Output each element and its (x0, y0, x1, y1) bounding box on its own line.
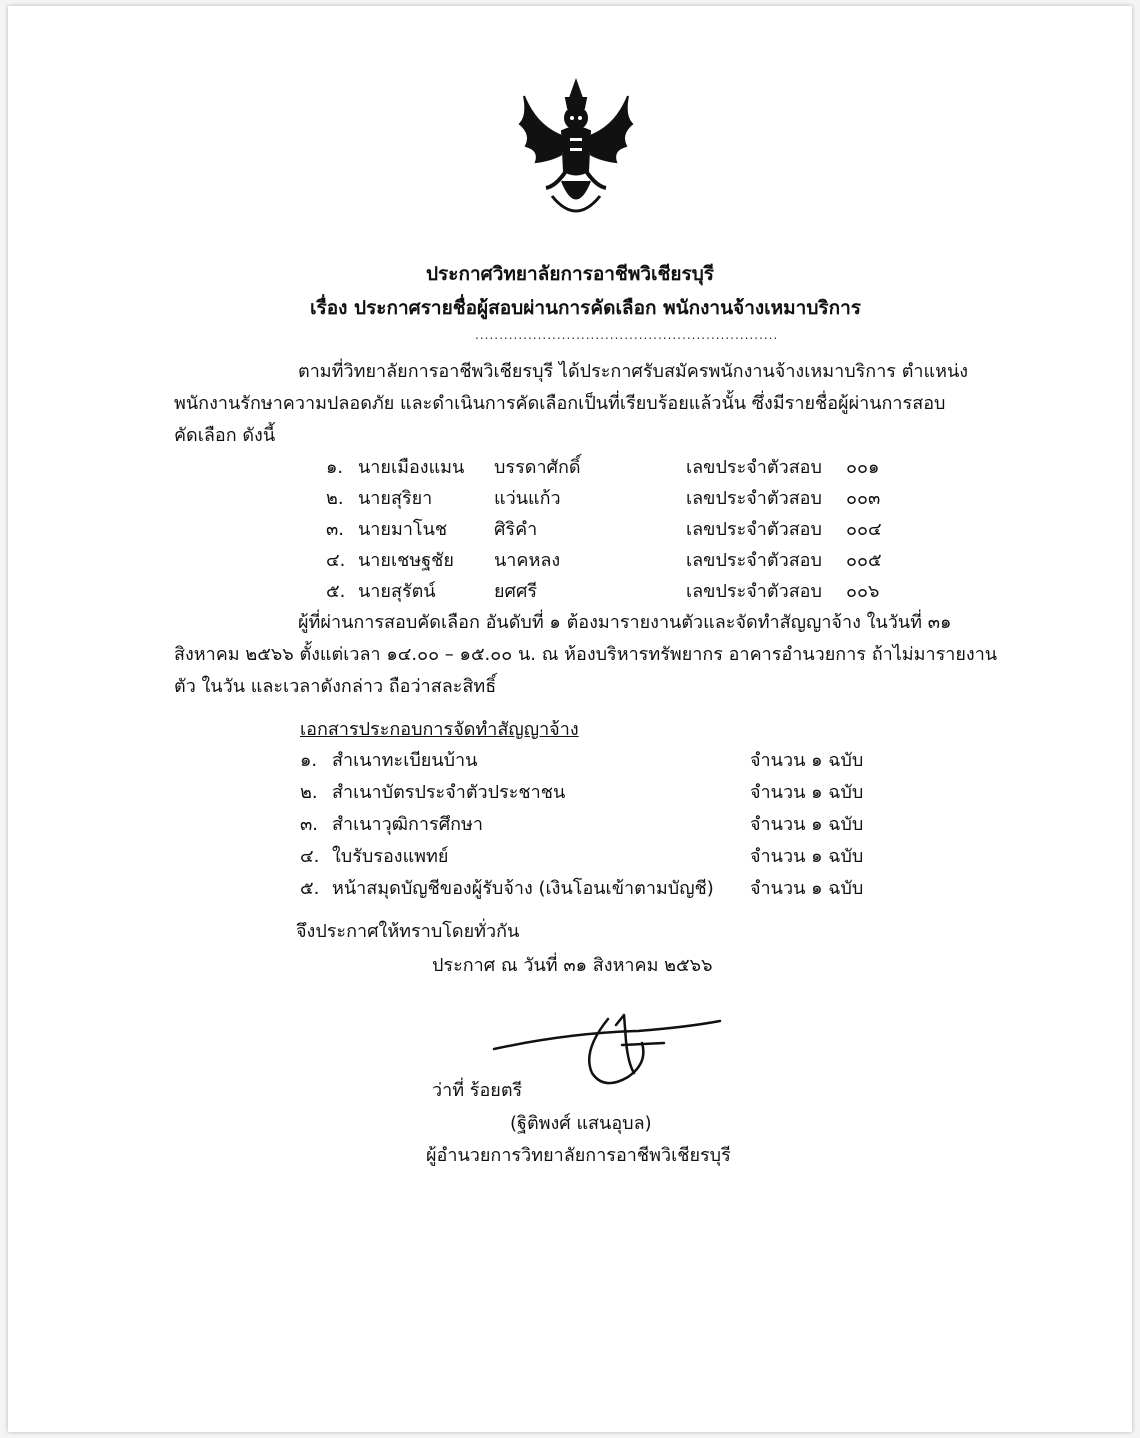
exam-id-value: ๐๐๕ (846, 550, 882, 571)
document-quantity: จำนวน ๑ ฉบับ (750, 846, 864, 867)
report-line-1: ผู้ที่ผ่านการสอบคัดเลือก อันดับที่ ๑ ต้องมารายงานตัวและจัดทำสัญญาจ้าง ในวันที่ ๓๑ (298, 612, 952, 633)
exam-id-value: ๐๐๖ (846, 581, 880, 602)
exam-id-label: เลขประจำตัวสอบ (686, 581, 822, 602)
candidate-last-name: ศิริคำ (494, 519, 538, 540)
candidate-last-name: แว่นแก้ว (494, 488, 561, 509)
intro-line-2: พนักงานรักษาความปลอดภัย และดำเนินการคัดเลือกเป็นที่เรียบร้อยแล้วนั้น ซึ่งมีรายชื่อผู้ผ่านการสอบ (174, 393, 946, 414)
signature-mark-icon (488, 1011, 728, 1091)
candidate-row (326, 456, 464, 480)
document-name: สำเนาบัตรประจำตัวประชาชน (332, 782, 566, 803)
document-quantity: จำนวน ๑ ฉบับ (750, 782, 864, 803)
candidate-number: ๕. (326, 581, 346, 602)
document-quantity: จำนวน ๑ ฉบับ (750, 878, 864, 899)
separator-dots: ............................................................... (475, 328, 779, 342)
intro-line-1: ตามที่วิทยาลัยการอาชีพวิเชียรบุรี ได้ประกาศรับสมัครพนักงานจ้างเหมาบริการ ตำแหน่ง (298, 361, 969, 382)
documents-heading: เอกสารประกอบการจัดทำสัญญาจ้าง (300, 719, 579, 740)
candidate-first-name: นายสุรัตน์ (358, 581, 436, 602)
document-name: ใบรับรองแพทย์ (332, 846, 449, 867)
document-name: หน้าสมุดบัญชีของผู้รับจ้าง (เงินโอนเข้าตามบัญชี) (332, 878, 714, 899)
closing-notice: จึงประกาศให้ทราบโดยทั่วกัน (296, 921, 520, 942)
document-number: ๓. (300, 814, 319, 835)
candidate-first-name: นายสุริยา (358, 488, 433, 509)
exam-id-label: เลขประจำตัวสอบ (686, 550, 822, 571)
signer-rank: ว่าที่ ร้อยตรี (432, 1080, 523, 1101)
document-quantity: จำนวน ๑ ฉบับ (750, 750, 864, 771)
document-quantity: จำนวน ๑ ฉบับ (750, 814, 864, 835)
candidate-first-name: นายเมืองแมน (358, 457, 465, 478)
exam-id-value: ๐๐๔ (846, 519, 882, 540)
candidate-last-name: ยศศรี (494, 581, 538, 602)
exam-id-value: ๐๐๓ (846, 488, 881, 509)
page-title: ประกาศวิทยาลัยการอาชีพวิเชียรบุรี (425, 263, 714, 285)
report-line-3: ตัว ในวัน และเวลาดังกล่าว ถือว่าสละสิทธิ์ (174, 676, 497, 697)
signer-position: ผู้อำนวยการวิทยาลัยการอาชีพวิเชียรบุรี (426, 1145, 731, 1166)
report-line-2: สิงหาคม ๒๕๖๖ ตั้งแต่เวลา ๑๔.๐๐ – ๑๕.๐๐ น. ณ ห้องบริหารทรัพยากร อาคารอำนวยการ ถ้าไม่มารายงาน (174, 644, 998, 665)
candidate-first-name: นายมาโนช (358, 519, 448, 540)
subject-line: เรื่อง ประกาศรายชื่อผู้สอบผ่านการคัดเลือก พนักงานจ้างเหมาบริการ (310, 297, 861, 319)
document-number: ๑. (300, 750, 318, 771)
exam-id-value: ๐๐๑ (846, 457, 880, 478)
announcement-date: ประกาศ ณ วันที่ ๓๑ สิงหาคม ๒๕๖๖ (432, 955, 713, 976)
candidate-number: ๔. (326, 550, 346, 571)
candidate-row (326, 487, 432, 511)
exam-id-label: เลขประจำตัวสอบ (686, 519, 822, 540)
garuda-emblem-icon (506, 76, 646, 226)
exam-id-label: เลขประจำตัวสอบ (686, 488, 822, 509)
document-item (300, 749, 477, 773)
document-item (300, 845, 448, 869)
candidate-row (326, 549, 454, 573)
document-name: สำเนาวุฒิการศึกษา (332, 814, 483, 835)
document-item (300, 781, 565, 805)
intro-line-3: คัดเลือก ดังนี้ (174, 425, 276, 446)
document-number: ๔. (300, 846, 320, 867)
document-name: สำเนาทะเบียนบ้าน (332, 750, 478, 771)
document-item (300, 813, 483, 837)
candidate-number: ๓. (326, 519, 345, 540)
candidate-number: ๑. (326, 457, 344, 478)
document-number: ๒. (300, 782, 318, 803)
document-item (300, 877, 714, 901)
candidate-last-name: บรรดาศักดิ์ (494, 457, 581, 478)
signer-name: (ฐิติพงศ์ แสนอุบล) (510, 1113, 652, 1134)
document-page (8, 6, 1132, 1432)
candidate-number: ๒. (326, 488, 344, 509)
candidate-first-name: นายเชษฐชัย (358, 550, 454, 571)
exam-id-label: เลขประจำตัวสอบ (686, 457, 822, 478)
candidate-row (326, 518, 447, 542)
candidate-last-name: นาคหลง (494, 550, 561, 571)
candidate-row (326, 580, 436, 604)
document-number: ๕. (300, 878, 320, 899)
